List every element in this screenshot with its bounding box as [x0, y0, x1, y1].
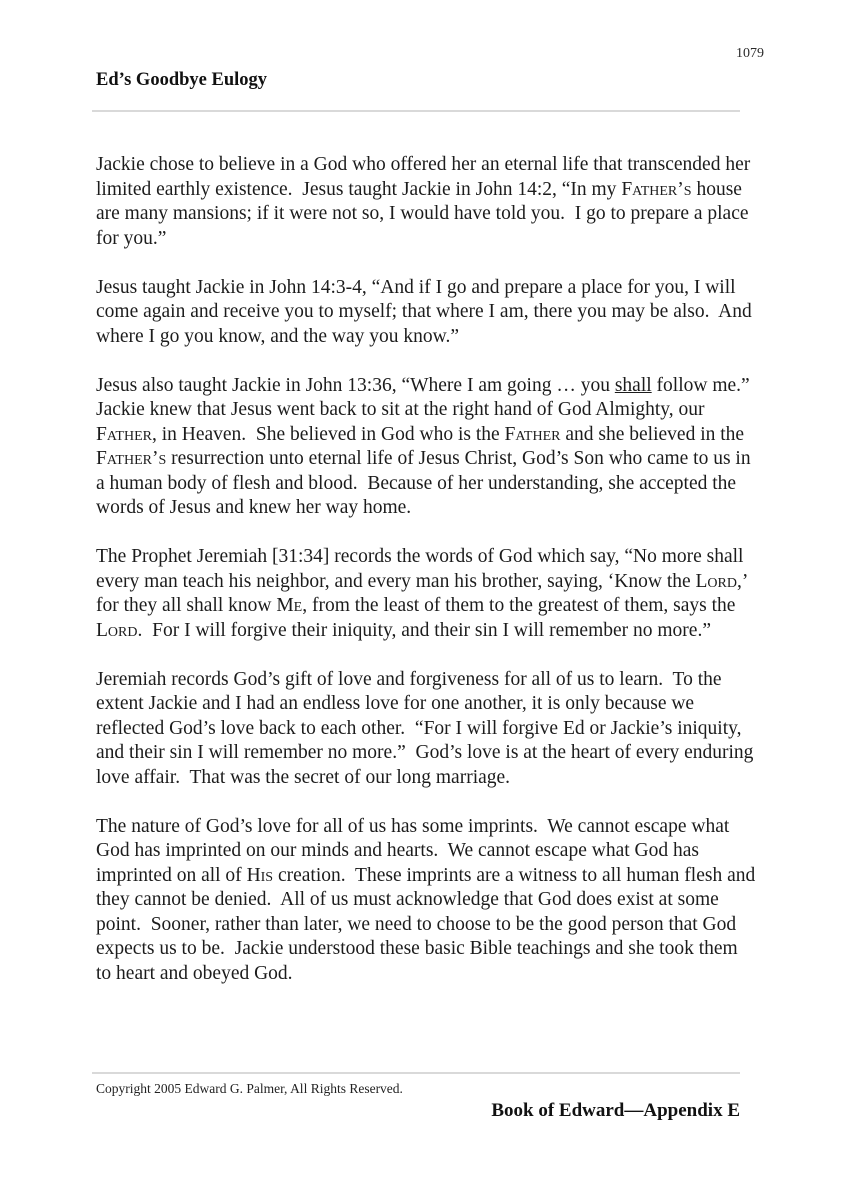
text-run: house are many mansions; if it were not so, I would have told you. I go to prepare a place for you.”: [96, 178, 754, 249]
paragraph: [96, 815, 761, 987]
book-title: Book of Edward—Appendix E: [491, 1100, 740, 1121]
text-run: follow me.” Jackie knew that Jesus went back to sit at the right hand of God Almighty, our: [96, 374, 760, 420]
paragraph: [96, 668, 759, 791]
page-header: [0, 0, 850, 91]
smallcaps-text: His: [246, 864, 274, 886]
text-run: creation. These imprints are a witness to all human flesh and they cannot be denied. All of us must acknowledge that God does exist at some point. Sooner, rather than later, we need to choose to be the good person that God expects us to be. Jackie understood these basic Bible teachings and she took them to heart and obeyed God.: [96, 864, 761, 984]
smallcaps-text: Me: [276, 595, 303, 616]
text-run: Jesus also taught Jackie in John 13:36, “Where I am going … you: [96, 374, 615, 396]
text-run: and she believed in the: [560, 423, 749, 445]
smallcaps-text: Father: [96, 423, 152, 445]
text-run: , in Heaven. She believed in God who is the: [151, 423, 505, 445]
smallcaps-text: Father’s: [96, 448, 167, 469]
text-run: , from the least of them to the greatest of them, says the: [302, 595, 741, 616]
footer-divider: [92, 1072, 740, 1074]
paragraph: [96, 545, 756, 643]
text-run: The nature of God’s love for all of us has some imprints. We cannot escape what God has imprinted on our minds and hearts. We cannot escape what God has imprinted on all of: [96, 815, 735, 886]
text-run: resurrection unto eternal life of Jesus Christ, God’s Son who came to us in a human body of flesh and blood. Because of her understanding, she accepted the words of Jesus and knew her way home.: [96, 448, 756, 518]
copyright-text: Copyright 2005 Edward G. Palmer, All Rights Reserved.: [96, 1081, 403, 1096]
paragraph: [96, 153, 756, 251]
page-title: Ed’s Goodbye Eulogy: [96, 70, 267, 90]
text-run: ,’ for they all shall know: [96, 570, 752, 616]
underline-text: shall: [614, 374, 652, 396]
page-footer: [0, 1072, 850, 1122]
text-run: Jesus taught Jackie in John 14:3-4, “And if I go and prepare a place for you, I will come again and receive you to myself; that where I am, there you may be also. And where I go you know, and the way you know.”: [96, 276, 757, 347]
smallcaps-text: Father: [504, 423, 561, 445]
smallcaps-text: Lord: [695, 570, 737, 592]
text-run: Jackie chose to believe in a God who offered her an eternal life that transcended her limited earthly existence. Jesus taught Jackie in John 14:2, “In my: [96, 154, 756, 200]
paragraph: [96, 276, 756, 350]
text-run: The Prophet Jeremiah [31:34] records the words of God which say, “No more shall every man teach his neighbor, and every man his brother, saying, ‘Know the: [96, 546, 749, 592]
page-number: 1079: [736, 46, 764, 61]
paragraph: [96, 374, 760, 521]
text-run: . For I will forgive their iniquity, and their sin I will remember no more.”: [137, 619, 711, 641]
title-divider: [92, 110, 740, 112]
paragraph-list: [96, 153, 761, 986]
text-run: Jeremiah records God’s gift of love and forgiveness for all of us to learn. To the extent Jackie and I had an endless love for one another, it is only because we reflected God’s love back to each other. “For I will forgive Ed or Jackie’s iniquity, and their sin I will remember no more.” God’s love is at the heart of every enduring love affair. That was the secret of our long marriage.: [96, 668, 759, 788]
smallcaps-text: Lord: [96, 619, 138, 641]
smallcaps-text: Father’s: [621, 178, 692, 200]
